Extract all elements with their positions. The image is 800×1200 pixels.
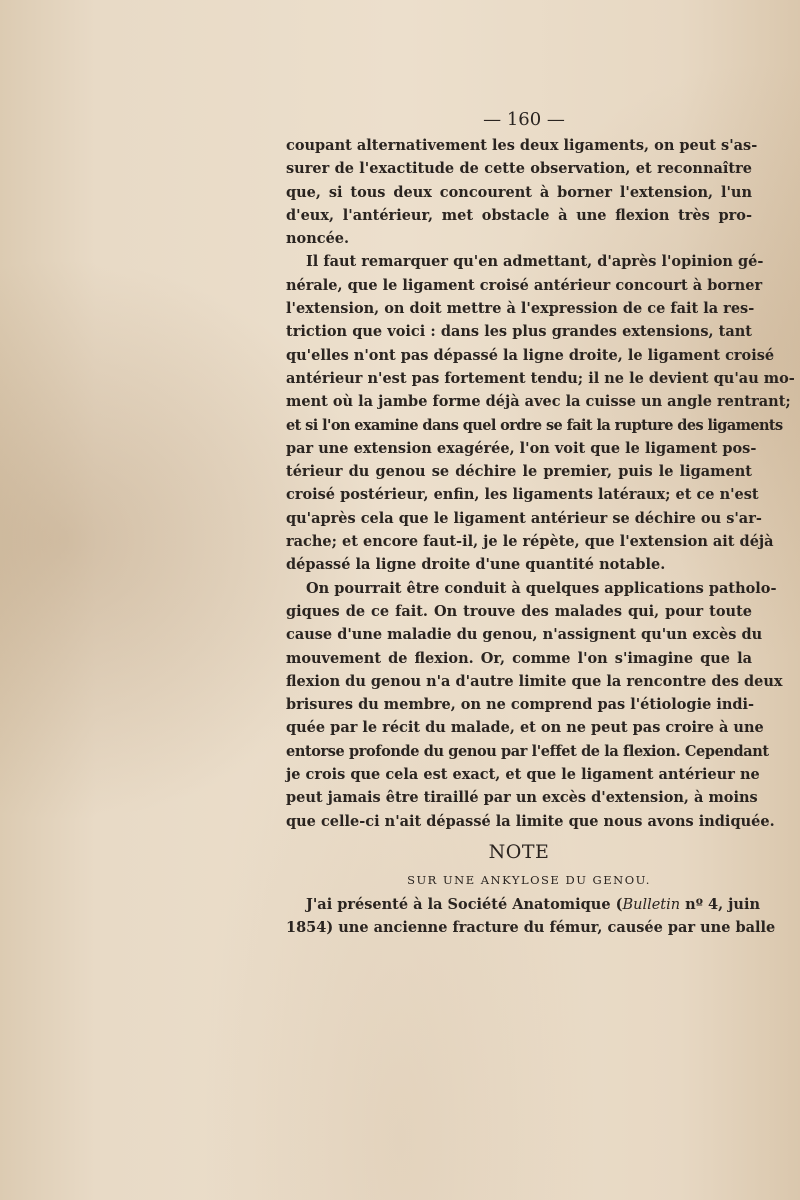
- text-line: noncée.: [286, 230, 350, 248]
- text-line: [286, 893, 761, 916]
- citation-italic: Bulletin: [622, 896, 681, 913]
- note-paragraph: [286, 893, 776, 940]
- note-heading: NOTE: [488, 840, 550, 863]
- text-line: que, si tous deux concourent à borner l'extension, l'un: [286, 183, 752, 201]
- text-line: et si l'on examine dans quel ordre se fait la rupture des ligaments: [286, 416, 783, 434]
- text-line: mouvement de flexion. Or, comme l'on s'imagine que la: [286, 649, 752, 667]
- text-line: ment où la jambe forme déjà avec la cuisse un angle rentrant;: [286, 393, 791, 411]
- text-line: 1854) une ancienne fracture du fémur, causée par une balle: [286, 919, 776, 937]
- text-line: l'extension, on doit mettre à l'expression de ce fait la res-: [286, 300, 755, 318]
- text-line: nérale, que le ligament croisé antérieur concourt à borner: [286, 276, 763, 294]
- text-line: rache; et encore faut-il, je le répète, que l'extension ait déjà: [286, 533, 774, 551]
- paragraph-2: [286, 250, 795, 576]
- text-line: cause d'une maladie du genou, n'assignent qu'un excès du: [286, 626, 763, 644]
- text-line: croisé postérieur, enfin, les ligaments latéraux; et ce n'est: [286, 486, 759, 504]
- note-subheading: SUR UNE ANKYLOSE DU GENOU.: [407, 872, 651, 887]
- text-line: que celle-ci n'ait dépassé la limite que nous avons indiquée.: [286, 812, 775, 830]
- text-line: quée par le récit du malade, et on ne peut pas croire à une: [286, 719, 764, 737]
- text-line: coupant alternativement les deux ligaments, on peut s'as-: [286, 137, 758, 154]
- paragraph-1: [286, 134, 758, 250]
- text-line: dépassé la ligne droite d'une quantité notable.: [286, 556, 666, 574]
- text-segment: nº 4, juin: [680, 895, 761, 913]
- text-line: je crois que cela est exact, et que le ligament antérieur ne: [286, 766, 760, 784]
- text-line: On pourrait être conduit à quelques applications patholo-: [306, 579, 777, 597]
- page-number: — 160 —: [483, 109, 565, 130]
- text-line: par une extension exagérée, l'on voit que le ligament pos-: [286, 439, 757, 457]
- text-line: d'eux, l'antérieur, met obstacle à une flexion très pro-: [286, 206, 752, 224]
- text-line: Il faut remarquer qu'en admettant, d'après l'opinion gé-: [306, 253, 764, 271]
- text-line: triction que voici : dans les plus grandes extensions, tant: [286, 323, 752, 341]
- text-line: antérieur n'est pas fortement tendu; il ne le devient qu'au mo-: [286, 369, 795, 387]
- text-line: flexion du genou n'a d'autre limite que la rencontre des deux: [286, 672, 783, 690]
- text-segment: J'ai présenté à la Société Anatomique (: [306, 895, 623, 913]
- paragraph-3: [286, 577, 783, 833]
- text-line: brisures du membre, on ne comprend pas l'étiologie indi-: [286, 696, 755, 714]
- text-block: [286, 106, 795, 940]
- text-line: surer de l'exactitude de cette observation, et reconnaître: [286, 160, 752, 178]
- text-line: qu'elles n'ont pas dépassé la ligne droite, le ligament croisé: [286, 346, 775, 364]
- text-line: qu'après cela que le ligament antérieur se déchire ou s'ar-: [286, 509, 762, 527]
- text-line: giques de ce fait. On trouve des malades qui, pour toute: [286, 602, 752, 620]
- text-line: entorse profonde du genou par l'effet de la flexion. Cependant: [286, 742, 769, 760]
- text-line: térieur du genou se déchire le premier, puis le ligament: [286, 463, 752, 481]
- text-line: peut jamais être tiraillé par un excès d'extension, à moins: [286, 789, 758, 807]
